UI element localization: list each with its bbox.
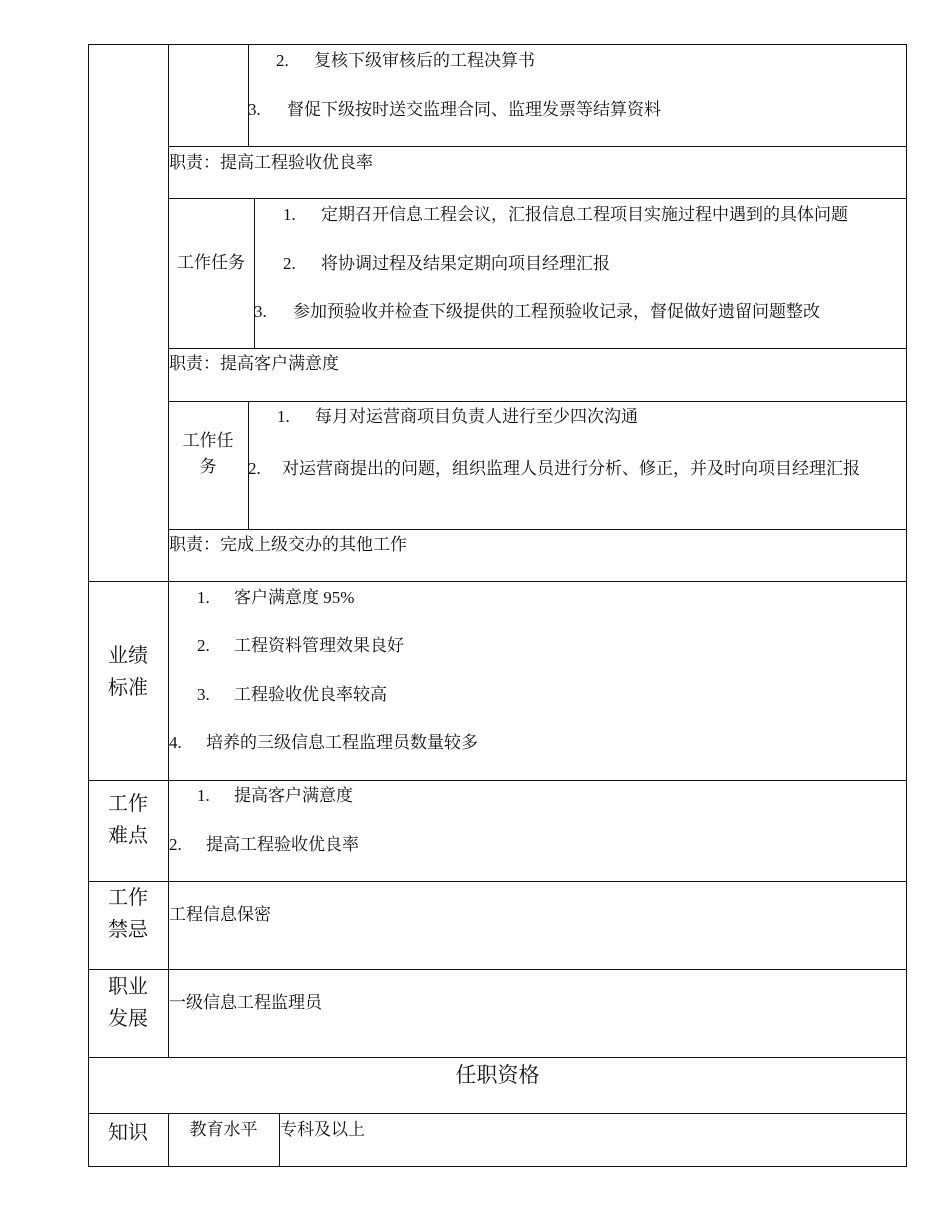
duty-heading: 职责：完成上级交办的其他工作 <box>169 535 407 554</box>
list-item: 2. 将协调过程及结果定期向项目经理汇报 <box>283 254 610 273</box>
list-item: 3. 督促下级按时送交监理合同、监理发票等结算资料 <box>248 100 661 119</box>
border-top <box>88 44 907 45</box>
row-line <box>168 348 907 349</box>
duty-heading: 职责：提高工程验收优良率 <box>169 153 373 172</box>
block1-divider <box>248 44 249 146</box>
taboo-text: 工程信息保密 <box>169 905 271 924</box>
task-label: 工作任务 <box>177 253 245 272</box>
list-item: 1. 定期召开信息工程会议，汇报信息工程项目实施过程中遇到的具体问题 <box>283 205 848 224</box>
border-bottom <box>88 1166 907 1167</box>
border-right <box>906 44 907 1166</box>
list-item: 2. 提高工程验收优良率 <box>169 835 359 854</box>
performance-label: 业绩 标准 <box>108 645 148 699</box>
list-item: 1. 每月对运营商项目负责人进行至少四次沟通 <box>277 407 638 426</box>
list-item: 3. 参加预验收并检查下级提供的工程预验收记录，督促做好遗留问题整改 <box>254 302 820 321</box>
row-line <box>88 1057 907 1058</box>
row-line <box>88 581 907 582</box>
row-line <box>88 881 907 882</box>
row-line <box>168 529 907 530</box>
career-text: 一级信息工程监理员 <box>169 993 322 1012</box>
knowledge-label: 知识 <box>108 1122 148 1144</box>
career-label: 职业 发展 <box>108 976 148 1030</box>
task-label: 工作任 务 <box>182 431 234 476</box>
education-label: 教育水平 <box>189 1120 258 1139</box>
list-item: 1. 客户满意度 95% <box>197 588 355 607</box>
education-value: 专科及以上 <box>280 1120 365 1139</box>
row-line <box>88 969 907 970</box>
row-line <box>168 401 907 402</box>
row-line <box>168 198 907 199</box>
list-item: 1. 提高客户满意度 <box>197 786 353 805</box>
list-item: 3. 工程验收优良率较高 <box>197 685 387 704</box>
list-item: 4. 培养的三级信息工程监理员数量较多 <box>169 733 478 752</box>
list-item: 2. 工程资料管理效果良好 <box>197 636 404 655</box>
difficulty-label: 工作 难点 <box>108 793 148 847</box>
quality-task-divider <box>254 198 255 348</box>
qualification-title: 任职资格 <box>455 1063 540 1087</box>
row-line <box>168 146 907 147</box>
list-item: 2. 复核下级审核后的工程决算书 <box>276 51 535 70</box>
row-line <box>88 1113 907 1114</box>
list-item: 2. 对运营商提出的问题，组织监理人员进行分析、修正，并及时向项目经理汇报 <box>248 459 860 478</box>
row-line <box>88 780 907 781</box>
taboo-label: 工作 禁忌 <box>108 887 148 941</box>
duty-heading: 职责：提高客户满意度 <box>169 354 339 373</box>
